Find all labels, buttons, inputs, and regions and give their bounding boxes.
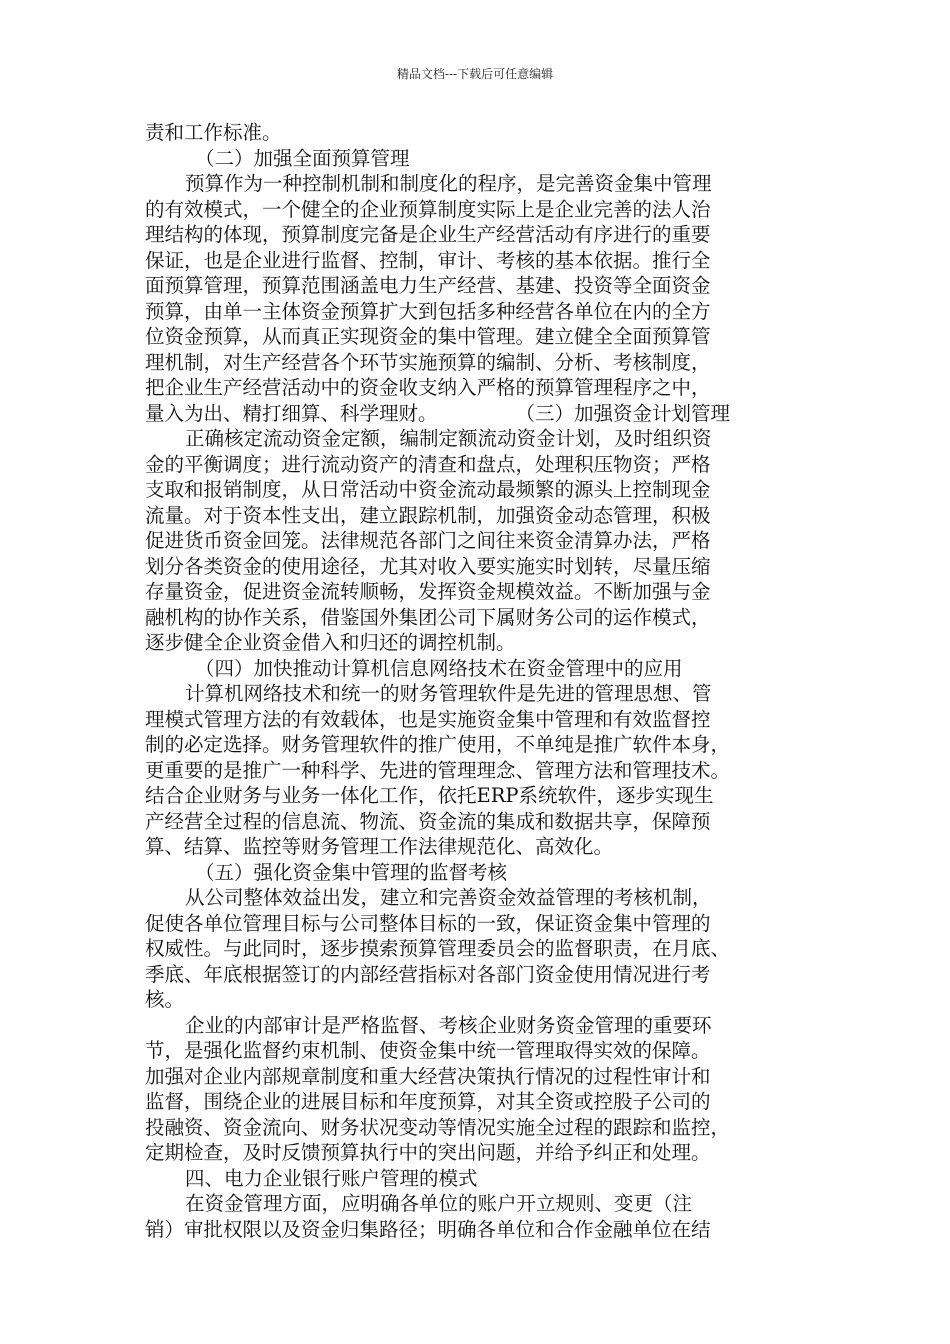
text-line: 算、结算、监控等财务管理工作法律规范化、高效化。 xyxy=(145,835,614,858)
text-line: 预算作为一种控制机制和制度化的程序，是完善资金集中管理 xyxy=(185,172,712,195)
text-line: 定期检查，及时反馈预算执行中的突出问题，并给予纠正和处理。 xyxy=(145,1141,711,1164)
text-line: 四、电力企业银行账户管理的模式 xyxy=(185,1166,478,1190)
text-line: 计算机网络技术和统一的财务管理软件是先进的管理思想、管 xyxy=(185,682,712,705)
text-line: 理机制，对生产经营各个环节实施预算的编制、分析、考核制度， xyxy=(145,350,711,374)
text-line: 权威性。与此同时，逐步摸索预算管理委员会的监督职责，在月底、 xyxy=(145,937,731,960)
text-line: 投融资、资金流向、财务状况变动等情况实施全过程的跟踪和监控， xyxy=(145,1115,731,1139)
text-line: 的有效模式，一个健全的企业预算制度实际上是企业完善的法人治 xyxy=(145,197,711,221)
text-line: 产经营全过程的信息流、物流、资金流的集成和数据共享，保障预 xyxy=(145,809,711,833)
text-line: 面预算管理，预算范围涵盖电力生产经营、基建、投资等全面资金 xyxy=(145,274,711,297)
text-line: 核。 xyxy=(145,988,185,1011)
text-line: 正确核定流动资金定额，编制定额流动资金计划，及时组织资 xyxy=(185,427,712,450)
text-line: 促使各单位管理目标与公司整体目标的一致，保证资金集中管理的 xyxy=(145,911,711,935)
text-line: 把企业生产经营活动中的资金收支纳入严格的预算管理程序之中， xyxy=(145,376,711,399)
text-line: 结合企业财务与业务一体化工作，依托ERP系统软件，逐步实现生 xyxy=(145,784,714,807)
text-line: 季底、年底根据签订的内部经营指标对各部门资金使用情况进行考 xyxy=(145,962,711,986)
text-line: 监督，围绕企业的进展目标和年度预算，对其全资或控股子公司的 xyxy=(145,1090,711,1113)
text-line: 存量资金，促进资金流转顺畅，发挥资金规模效益。不断加强与金 xyxy=(145,580,711,603)
text-line: 理结构的体现，预算制度完备是企业生产经营活动有序进行的重要 xyxy=(145,223,711,246)
text-line: 促进货币资金回笼。法律规范各部门之间往来资金清算办法，严格 xyxy=(145,529,711,552)
text-line: （五）强化资金集中管理的监督考核 xyxy=(195,860,508,884)
text-line: 加强对企业内部规章制度和重大经营决策执行情况的过程性审计和 xyxy=(145,1064,711,1088)
text-line: 预算，由单一主体资金预算扩大到包括多种经营各单位在内的全方 xyxy=(145,299,711,323)
text-line: 划分各类资金的使用途径，尤其对收入要实施实时划转，尽量压缩 xyxy=(145,554,711,578)
text-line: 责和工作标准。 xyxy=(145,121,282,144)
text-line: 支取和报销制度，从日常活动中资金流动最频繁的源头上控制现金 xyxy=(145,478,711,501)
text-line: 理模式管理方法的有效载体，也是实施资金集中管理和有效监督控 xyxy=(145,707,711,731)
text-line: （二）加强全面预算管理 xyxy=(195,146,410,170)
text-line: 从公司整体效益出发，建立和完善资金效益管理的考核机制， xyxy=(185,886,712,909)
text-line: 量入为出、精打细算、科学理财。 （三）加强资金计划管理 xyxy=(145,401,731,425)
text-line: 流量。对于资本性支出，建立跟踪机制，加强资金动态管理，积极 xyxy=(145,503,711,527)
text-line: （四）加快推动计算机信息网络技术在资金管理中的应用 xyxy=(195,656,683,680)
text-line: 制的必定选择。财务管理软件的推广使用，不单纯是推广软件本身， xyxy=(145,733,731,756)
text-line: 销）审批权限以及资金归集路径；明确各单位和合作金融单位在结 xyxy=(145,1217,711,1241)
text-line: 在资金管理方面，应明确各单位的账户开立规则、变更（注 xyxy=(185,1192,693,1215)
text-line: 更重要的是推广一种科学、先进的管理理念、管理方法和管理技术。 xyxy=(145,758,731,782)
text-line: 保证，也是企业进行监督、控制，审计、考核的基本依据。推行全 xyxy=(145,248,711,272)
text-line: 逐步健全企业资金借入和归还的调控机制。 xyxy=(145,631,516,654)
document-body xyxy=(145,120,805,1242)
text-line: 企业的内部审计是严格监督、考核企业财务资金管理的重要环 xyxy=(185,1013,712,1037)
text-line: 融机构的协作关系，借鉴国外集团公司下属财务公司的运作模式， xyxy=(145,605,711,629)
text-line: 金的平衡调度；进行流动资产的清查和盘点，处理积压物资；严格 xyxy=(145,452,711,476)
text-line: 位资金预算，从而真正实现资金的集中管理。建立健全全面预算管 xyxy=(145,325,711,348)
text-line: 节，是强化监督约束机制、使资金集中统一管理取得实效的保障。 xyxy=(145,1039,711,1062)
page-header: 精品文档---下载后可任意编辑 xyxy=(396,67,554,81)
